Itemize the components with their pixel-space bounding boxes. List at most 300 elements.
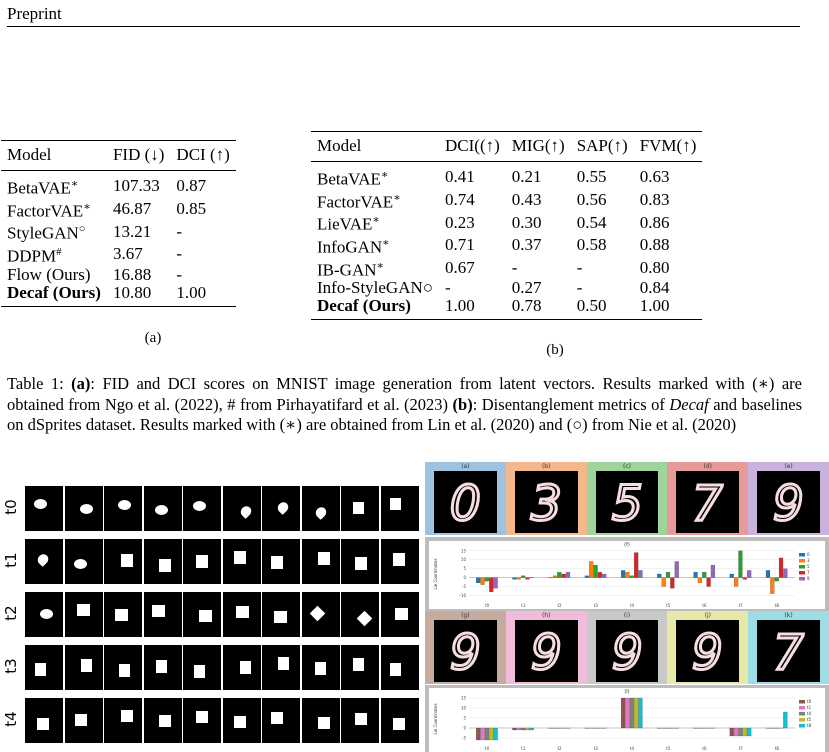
x-tick-label: t2: [557, 746, 562, 751]
model-name: DDPM: [7, 246, 57, 266]
mig-cell: 0.21: [511, 167, 542, 187]
bar: [521, 576, 525, 578]
grid-cell: [302, 539, 340, 584]
grid-cell: [104, 592, 142, 637]
x-tick-label: t4: [629, 603, 635, 608]
sub-caption-b: (b): [546, 342, 564, 358]
digit-tile: [587, 462, 668, 535]
model-cell: [311, 234, 439, 257]
table-row: [311, 162, 702, 189]
grid-cell: [104, 486, 142, 531]
digit-glyph: [676, 471, 739, 533]
col-fvm: FVM(↑): [639, 136, 697, 155]
digit-text: 9: [773, 476, 805, 532]
digit-tile: [506, 611, 587, 684]
bar: [779, 558, 783, 578]
bar: [738, 551, 742, 578]
sub-caption-a: (a): [144, 330, 162, 346]
bar: [589, 562, 593, 578]
grid-cell: [223, 645, 261, 690]
x-tick-label: t0: [485, 603, 490, 608]
model-cell: [1, 198, 107, 221]
bar: [630, 698, 634, 728]
fid-cell: 46.87: [112, 198, 152, 218]
caption-prefix: Table 1:: [7, 374, 72, 393]
bar: [639, 698, 643, 728]
grid-cell: [104, 539, 142, 584]
dci-cell: 0.74: [445, 189, 475, 209]
tile-label: (e): [784, 463, 793, 470]
table-caption: [7, 374, 802, 436]
sap-cell: 0.54: [576, 212, 607, 232]
legend-label: t5: [807, 717, 812, 723]
y-tick-label: 0: [463, 575, 466, 581]
bar: [634, 698, 638, 728]
bar: [734, 578, 738, 587]
model-name: StyleGAN: [7, 223, 79, 243]
digit-text: 7: [773, 625, 805, 681]
legend-swatch: [799, 700, 805, 704]
bar: [481, 728, 485, 740]
bar: [521, 728, 525, 730]
caption-ref-b: (b): [452, 394, 473, 414]
model-marker: #: [56, 245, 62, 258]
bar: [707, 578, 711, 587]
bar: [530, 728, 534, 730]
digit-tile: [667, 462, 748, 535]
y-tick-label: 15: [460, 695, 466, 701]
legend-swatch: [799, 706, 805, 710]
legend-swatch: [799, 565, 805, 569]
square-shape: [159, 715, 171, 727]
sap-cell: -: [576, 257, 583, 277]
square-shape: [315, 662, 326, 675]
dci-cell: 0.85: [176, 198, 207, 218]
mig-cell: 0.78: [511, 296, 542, 316]
bar: [730, 574, 734, 578]
bar: [562, 574, 566, 578]
x-tick-label: t1: [521, 603, 526, 608]
x-tick-label: t5: [666, 746, 671, 751]
y-tick-label: -5: [462, 584, 466, 589]
bar: [526, 578, 530, 580]
page-header: Preprint: [7, 4, 62, 23]
table-a: [1, 140, 236, 307]
mig-cell: -: [511, 257, 518, 277]
digit-tile: [425, 611, 506, 684]
fvm-cell: 0.83: [639, 189, 670, 209]
square-shape: [35, 663, 46, 676]
square-shape: [393, 553, 405, 566]
model-name: BetaVAE: [7, 178, 71, 198]
square-shape: [199, 610, 212, 622]
table-row: [1, 198, 236, 221]
square-shape: [121, 554, 133, 567]
bar: [711, 565, 715, 578]
table-row: [311, 189, 702, 212]
square-shape: [390, 663, 401, 676]
square-shape: [395, 608, 408, 620]
digit-text: 9: [611, 625, 643, 681]
model-cell: [311, 162, 439, 189]
x-tick-label: t8: [774, 603, 779, 608]
model-cell: [1, 220, 107, 243]
legend-swatch: [799, 559, 805, 563]
bar: [734, 728, 738, 736]
digit-text: 9: [530, 625, 562, 681]
bar-chart-f: [429, 541, 825, 609]
bar: [770, 578, 774, 594]
model-marker: ∗: [372, 214, 380, 227]
square-shape: [152, 605, 165, 617]
digit-glyph: [596, 620, 659, 682]
header-rule: [7, 26, 800, 27]
x-tick-label: t3: [593, 746, 598, 751]
square-shape: [390, 498, 401, 510]
fid-cell: 13.21: [112, 221, 152, 241]
bar: [625, 698, 629, 728]
grid-cell: [223, 486, 261, 531]
grid-cell: [302, 698, 340, 743]
x-tick-label: t1: [521, 746, 526, 751]
dci-cell: 0.23: [445, 212, 475, 232]
tile-label: (b): [541, 463, 551, 470]
square-shape: [37, 718, 49, 730]
square-shape: [355, 713, 367, 725]
grid-cell: [223, 539, 261, 584]
grid-cell: [144, 698, 182, 743]
grid-cell: [65, 592, 103, 637]
dci-cell: 1.00: [176, 282, 207, 302]
bar: [489, 578, 493, 592]
grid-cell: [144, 486, 182, 531]
ellipse-shape: [40, 609, 53, 619]
heart-shape: [238, 504, 253, 519]
square-shape: [81, 659, 92, 672]
x-tick-label: t6: [702, 603, 707, 608]
grid-cell: [104, 698, 142, 743]
square-shape: [75, 714, 87, 726]
bar: [743, 728, 747, 736]
legend-label: t0: [807, 699, 812, 705]
digit-text: 5: [611, 476, 643, 532]
grid-cell: [104, 645, 142, 690]
digit-image: [676, 471, 739, 533]
square-shape: [318, 552, 330, 565]
tile-label: (h): [541, 612, 551, 619]
square-shape: [119, 664, 130, 677]
caption-ref-a: (a): [71, 374, 91, 393]
bar: [598, 572, 602, 577]
model-cell: [311, 297, 439, 320]
digit-glyph: [676, 620, 739, 682]
legend-swatch: [799, 571, 805, 575]
square-shape: [234, 716, 246, 728]
caption-text-1: : FID and DCI scores on MNIST image generation from latent vectors. Results marked with (∗) are obtained from Ngo et al. (2022), # from Pirhayatifard et al. (2023): [7, 374, 803, 414]
digit-image: [515, 471, 578, 533]
model-name: IB-GAN: [317, 260, 377, 280]
square-shape: [236, 606, 249, 618]
mig-cell: 0.37: [511, 235, 542, 255]
y-tick-label: -5: [462, 735, 466, 741]
digit-tile: [506, 462, 587, 535]
heart-shape: [313, 505, 328, 520]
grid-cell: [25, 486, 63, 531]
col-model: Model: [317, 136, 362, 155]
y-tick-label: -10: [459, 592, 466, 598]
grid-cell: [262, 698, 300, 743]
grid-cell: [25, 645, 63, 690]
mig-cell: 0.30: [511, 212, 542, 232]
grid-cell: [262, 539, 300, 584]
model-name: Flow (Ours): [7, 264, 91, 284]
grid-cell: [262, 486, 300, 531]
bar: [481, 578, 485, 585]
square-shape: [159, 559, 171, 572]
legend-label: 9: [807, 576, 810, 582]
mig-cell: 0.43: [511, 189, 542, 209]
grid-cell: [223, 592, 261, 637]
caption-text-2: : Disentanglement metrics of: [472, 394, 670, 414]
digit-image: [596, 620, 659, 682]
square-shape: [240, 661, 251, 674]
digit-text: 9: [449, 625, 481, 681]
dci-cell: -: [176, 264, 183, 284]
bar: [489, 728, 493, 740]
row-label-t4: t4: [2, 711, 20, 727]
square-shape: [271, 556, 283, 569]
tile-label: (d): [703, 463, 713, 470]
square-shape: [234, 551, 246, 564]
bar: [512, 728, 516, 730]
row-label-t3: t3: [2, 658, 20, 674]
model-cell: [311, 189, 439, 212]
dci-cell: 0.87: [176, 176, 207, 196]
x-tick-label: t3: [593, 603, 598, 608]
grid-cell: [381, 486, 419, 531]
bar: [476, 728, 480, 740]
bar: [594, 565, 598, 578]
square-shape: [278, 657, 289, 670]
col-fid: FID (↓): [112, 145, 165, 164]
bar: [747, 728, 751, 736]
fvm-cell: 1.00: [639, 296, 670, 316]
model-name: InfoGAN: [317, 237, 383, 257]
square-shape: [194, 665, 205, 678]
legend-label: 5: [807, 564, 810, 570]
square-shape: [318, 717, 330, 729]
caption-text-3: and baselines on dSprites dataset. Results marked with (∗) are obtained from Lin et al. (2020) and (○) from Nie et al. (2020): [7, 394, 803, 434]
ellipse-shape: [34, 499, 47, 509]
x-tick-label: t8: [774, 746, 779, 751]
heart-shape: [276, 500, 291, 515]
model-cell: [311, 257, 439, 280]
bar: [666, 572, 670, 577]
table-row: [1, 266, 236, 284]
digit-text: 7: [692, 476, 724, 532]
mig-cell: 0.27: [511, 278, 542, 298]
legend-label: 7: [807, 570, 810, 576]
grid-cell: [183, 645, 221, 690]
grid-cell: [65, 486, 103, 531]
grid-cell: [341, 645, 379, 690]
bar: [621, 570, 625, 577]
fid-cell: 3.67: [112, 244, 143, 264]
grid-cell: [183, 592, 221, 637]
grid-cell: [144, 592, 182, 637]
bar: [517, 578, 521, 580]
square-shape: [353, 658, 364, 671]
bar: [702, 572, 706, 577]
sap-cell: -: [576, 278, 583, 298]
tile-label: (j): [704, 612, 711, 619]
grid-cell: [341, 539, 379, 584]
bar: [517, 728, 521, 730]
legend-label: t4: [807, 711, 812, 717]
y-tick-label: 0: [463, 725, 466, 731]
diamond-shape: [356, 610, 372, 626]
square-shape: [115, 609, 128, 621]
digit-image: [434, 471, 497, 533]
grid-cell: [381, 698, 419, 743]
digit-text: 3: [530, 476, 562, 532]
grid-cell: [25, 698, 63, 743]
square-shape: [156, 660, 167, 673]
model-cell: [1, 243, 107, 266]
grid-cell: [65, 539, 103, 584]
bar: [730, 728, 734, 736]
sap-cell: 0.56: [576, 189, 607, 209]
diamond-shape: [310, 605, 326, 621]
bar: [553, 576, 557, 578]
table-row: [1, 284, 236, 307]
bar: [675, 562, 679, 578]
bar: [485, 728, 489, 740]
digit-image: [676, 620, 739, 682]
table-row: [1, 220, 236, 243]
bar: [639, 570, 643, 577]
grid-cell: [65, 698, 103, 743]
tile-label: (a): [461, 463, 470, 470]
grid-cell: [262, 645, 300, 690]
digit-glyph: [596, 471, 659, 533]
grid-cell: [381, 645, 419, 690]
bar: [494, 578, 498, 589]
digit-glyph: [434, 620, 497, 682]
tile-label: (i): [623, 612, 631, 619]
fid-cell: 16.88: [112, 264, 152, 284]
square-shape: [121, 710, 133, 722]
model-name: Decaf (Ours): [317, 296, 411, 316]
table-row: [311, 297, 702, 320]
shape-traversal-grid: [0, 485, 403, 752]
col-dci: DCI (↑): [176, 145, 230, 164]
digit-image: [434, 620, 497, 682]
model-name: LieVAE: [317, 214, 373, 234]
digit-text: 9: [692, 625, 724, 681]
fvm-cell: 0.84: [639, 278, 670, 298]
square-shape: [355, 557, 367, 570]
legend-swatch: [799, 712, 805, 716]
y-tick-label: 5: [463, 715, 466, 721]
model-cell: [1, 284, 107, 307]
dci-cell: 0.41: [445, 167, 475, 187]
digit-image: [515, 620, 578, 682]
grid-cell: [262, 592, 300, 637]
table-row: [311, 234, 702, 257]
row-label-t2: t2: [2, 605, 20, 621]
ellipse-shape: [118, 500, 131, 510]
model-cell: [311, 279, 439, 297]
model-marker: ∗: [393, 191, 401, 204]
grid-cell: [341, 592, 379, 637]
fid-cell: 10.80: [112, 282, 152, 302]
col-model: Model: [7, 145, 52, 164]
sap-cell: 0.50: [576, 296, 607, 316]
model-marker: ○: [78, 223, 86, 236]
model-cell: [1, 171, 107, 198]
digit-tile: [425, 462, 506, 535]
digit-image: [757, 620, 820, 682]
x-tick-label: t5: [666, 603, 671, 608]
bar: [766, 570, 770, 577]
bar: [485, 578, 489, 582]
fvm-cell: 0.80: [639, 257, 670, 277]
sap-cell: 0.55: [576, 167, 607, 187]
digit-image: [596, 471, 659, 533]
bar: [476, 578, 480, 583]
grid-cell: [302, 592, 340, 637]
bar: [557, 572, 561, 577]
digit-tile: [587, 611, 668, 684]
legend-label: 3: [807, 558, 810, 564]
square-shape: [353, 502, 364, 514]
table-row: [1, 243, 236, 266]
grid-cell: [144, 645, 182, 690]
model-cell: [311, 211, 439, 234]
grid-cell: [341, 486, 379, 531]
ellipse-shape: [155, 505, 168, 515]
grid-cell: [183, 486, 221, 531]
model-marker: ∗: [83, 200, 91, 213]
grid-cell: [183, 698, 221, 743]
digit-tile: [748, 611, 829, 684]
bar: [694, 572, 698, 577]
dci-cell: 0.71: [445, 235, 475, 255]
square-shape: [77, 604, 90, 616]
row-label-t0: t0: [2, 499, 20, 515]
bar: [747, 570, 751, 577]
model-cell: [1, 266, 107, 284]
square-shape: [271, 712, 283, 724]
col-dci: DCI((↑): [445, 136, 500, 155]
bar: [494, 728, 498, 740]
dci-cell: 0.67: [445, 257, 475, 277]
row-label-t1: t1: [2, 552, 20, 568]
bar: [621, 698, 625, 728]
x-tick-label: t6: [702, 746, 707, 751]
fvm-cell: 0.86: [639, 212, 670, 232]
grid-cell: [144, 539, 182, 584]
heart-shape: [36, 552, 51, 567]
dci-cell: 1.00: [445, 296, 475, 316]
model-name: FactorVAE: [317, 192, 394, 212]
bar: [634, 553, 638, 578]
ellipse-shape: [193, 501, 206, 511]
fvm-cell: 0.63: [639, 167, 670, 187]
col-sap: SAP(↑): [576, 136, 628, 155]
table-row: [311, 257, 702, 280]
